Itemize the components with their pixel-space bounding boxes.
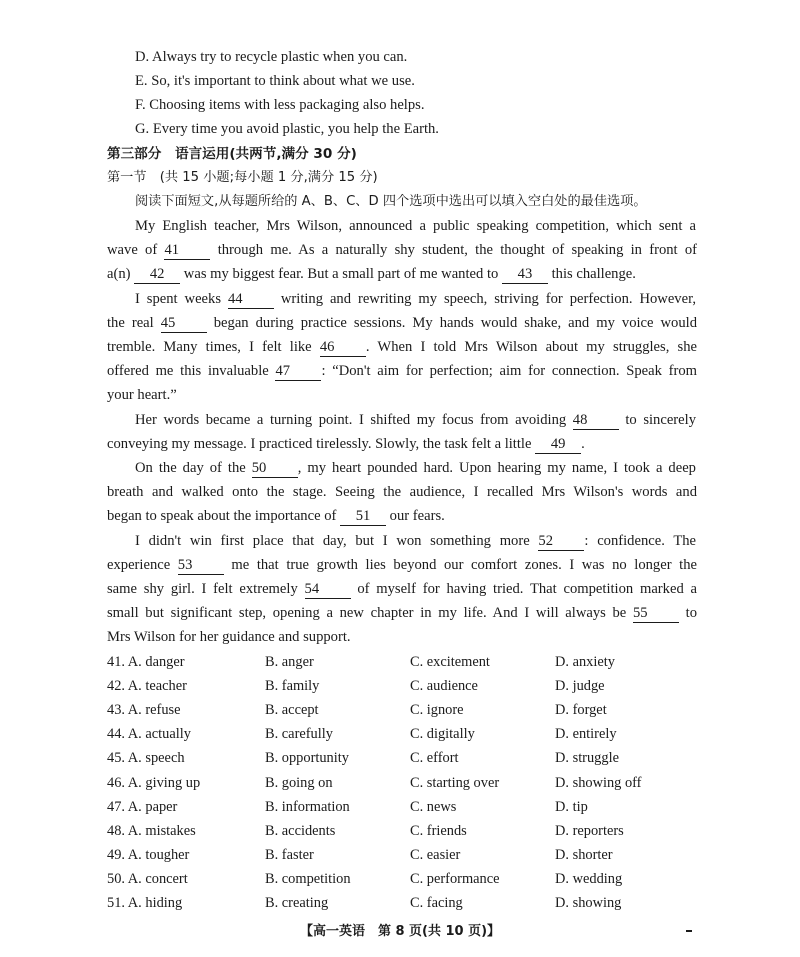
blank-54[interactable]: 54 xyxy=(305,580,351,599)
choice-b[interactable]: B. anger xyxy=(265,654,314,670)
passage-line-8: your heart.” xyxy=(107,387,177,403)
passage-line-10: conveying my message. I practiced tirelessly. Slowly, the task felt a little 49 . xyxy=(107,436,585,452)
choice-a[interactable]: 45. A. speech xyxy=(107,750,185,766)
choice-a[interactable]: 47. A. paper xyxy=(107,799,178,815)
choice-b[interactable]: B. accidents xyxy=(265,823,336,839)
blank-49[interactable]: 49 xyxy=(535,435,581,454)
choice-c[interactable]: C. audience xyxy=(410,678,478,694)
choice-b[interactable]: B. faster xyxy=(265,847,314,863)
choice-c[interactable]: C. effort xyxy=(410,750,459,766)
passage-line-15: experience 53 me that true growth lies beyond our comfort zones. I was no longer the xyxy=(107,557,697,573)
blank-55[interactable]: 55 xyxy=(633,604,679,623)
choice-b[interactable]: B. family xyxy=(265,678,320,694)
blank-43[interactable]: 43 xyxy=(502,265,548,284)
choice-a[interactable]: 51. A. hiding xyxy=(107,895,183,911)
choice-b[interactable]: B. going on xyxy=(265,775,333,791)
choice-d[interactable]: D. forget xyxy=(555,702,607,718)
blank-42[interactable]: 42 xyxy=(134,265,180,284)
choice-d[interactable]: D. showing xyxy=(555,895,622,911)
blank-50[interactable]: 50 xyxy=(252,459,298,478)
option-g-prev: G. Every time you avoid plastic, you help the Earth. xyxy=(135,121,439,137)
choice-d[interactable]: D. entirely xyxy=(555,726,617,742)
choice-b[interactable]: B. creating xyxy=(265,895,329,911)
choice-c[interactable]: C. digitally xyxy=(410,726,475,742)
blank-48[interactable]: 48 xyxy=(573,411,619,430)
blank-52[interactable]: 52 xyxy=(538,532,584,551)
choice-a[interactable]: 48. A. mistakes xyxy=(107,823,196,839)
option-f-prev: F. Choosing items with less packaging also helps. xyxy=(135,97,425,113)
passage-line-11: On the day of the 50 , my heart pounded hard. Upon hearing my name, I took a deep xyxy=(135,460,696,476)
choice-c[interactable]: C. news xyxy=(410,799,457,815)
choice-a[interactable]: 50. A. concert xyxy=(107,871,188,887)
passage-line-17: small but significant step, opening a new chapter in my life. And I will always be 55 to xyxy=(107,605,698,621)
passage-line-14: I didn't win first place that day, but I won something more 52 : confidence. The xyxy=(135,533,697,549)
choice-d[interactable]: D. judge xyxy=(555,678,605,694)
blank-45[interactable]: 45 xyxy=(161,314,207,333)
passage-line-9: Her words became a turning point. I shifted my focus from avoiding 48 to sincerely xyxy=(135,412,696,428)
section1-heading: 第一节 (共 15 小题;每小题 1 分,满分 15 分) xyxy=(107,170,378,185)
blank-44[interactable]: 44 xyxy=(228,290,274,309)
passage-line-18: Mrs Wilson for her guidance and support. xyxy=(107,629,351,645)
passage-line-1: My English teacher, Mrs Wilson, announced a public speaking competition, which sent a xyxy=(135,218,696,234)
instruction: 阅读下面短文,从每题所给的 A、B、C、D 四个选项中选出可以填入空白处的最佳选项。 xyxy=(135,194,647,209)
choice-d[interactable]: D. tip xyxy=(555,799,588,815)
choice-b[interactable]: B. information xyxy=(265,799,350,815)
passage-line-3: a(n) 42 was my biggest fear. But a small part of me wanted to 43 this challenge. xyxy=(107,266,636,282)
choice-c[interactable]: C. excitement xyxy=(410,654,490,670)
choice-c[interactable]: C. facing xyxy=(410,895,463,911)
choice-d[interactable]: D. shorter xyxy=(555,847,613,863)
blank-46[interactable]: 46 xyxy=(320,338,366,357)
passage-line-2: wave of 41 through me. As a naturally shy student, the thought of speaking in front of xyxy=(107,242,697,258)
option-d-prev: D. Always try to recycle plastic when you can. xyxy=(135,49,408,65)
choice-d[interactable]: D. struggle xyxy=(555,750,619,766)
choice-c[interactable]: C. easier xyxy=(410,847,461,863)
choice-c[interactable]: C. starting over xyxy=(410,775,500,791)
passage-line-16: same shy girl. I felt extremely 54 of myself for having tried. That competition marked a xyxy=(107,581,698,597)
blank-47[interactable]: 47 xyxy=(275,362,321,381)
choice-b[interactable]: B. accept xyxy=(265,702,319,718)
page-footer: 【高一英语 第 8 页(共 10 页)】 xyxy=(299,924,501,939)
choice-d[interactable]: D. wedding xyxy=(555,871,623,887)
choice-b[interactable]: B. competition xyxy=(265,871,351,887)
passage-line-12: breath and walked onto the stage. Seeing the audience, I recalled Mrs Wilson's words and xyxy=(107,484,697,500)
choice-a[interactable]: 43. A. refuse xyxy=(107,702,181,718)
choice-a[interactable]: 46. A. giving up xyxy=(107,775,201,791)
passage-line-13: began to speak about the importance of 51 our fears. xyxy=(107,508,445,524)
corner-mark xyxy=(686,930,692,932)
choice-d[interactable]: D. showing off xyxy=(555,775,642,791)
blank-51[interactable]: 51 xyxy=(340,507,386,526)
choice-a[interactable]: 44. A. actually xyxy=(107,726,191,742)
passage-line-4: I spent weeks 44 writing and rewriting my speech, striving for perfection. However, xyxy=(135,291,696,307)
choice-a[interactable]: 41. A. danger xyxy=(107,654,185,670)
choice-b[interactable]: B. opportunity xyxy=(265,750,349,766)
passage-line-6: tremble. Many times, I felt like 46 . When I told Mrs Wilson about my struggles, she xyxy=(107,339,697,355)
choice-b[interactable]: B. carefully xyxy=(265,726,333,742)
option-e-prev: E. So, it's important to think about what we use. xyxy=(135,73,415,89)
choice-d[interactable]: D. reporters xyxy=(555,823,624,839)
passage-line-7: offered me this invaluable 47 : “Don't aim for perfection; aim for connection. Speak from xyxy=(107,363,698,379)
choice-c[interactable]: C. ignore xyxy=(410,702,464,718)
blank-53[interactable]: 53 xyxy=(178,556,224,575)
choice-c[interactable]: C. friends xyxy=(410,823,467,839)
part3-heading: 第三部分 语言运用(共两节,满分 30 分) xyxy=(107,146,357,162)
choice-a[interactable]: 42. A. teacher xyxy=(107,678,187,694)
choice-a[interactable]: 49. A. tougher xyxy=(107,847,190,863)
choice-d[interactable]: D. anxiety xyxy=(555,654,615,670)
blank-41[interactable]: 41 xyxy=(164,241,210,260)
passage-line-5: the real 45 began during practice sessions. My hands would shake, and my voice would xyxy=(107,315,697,331)
choice-c[interactable]: C. performance xyxy=(410,871,500,887)
